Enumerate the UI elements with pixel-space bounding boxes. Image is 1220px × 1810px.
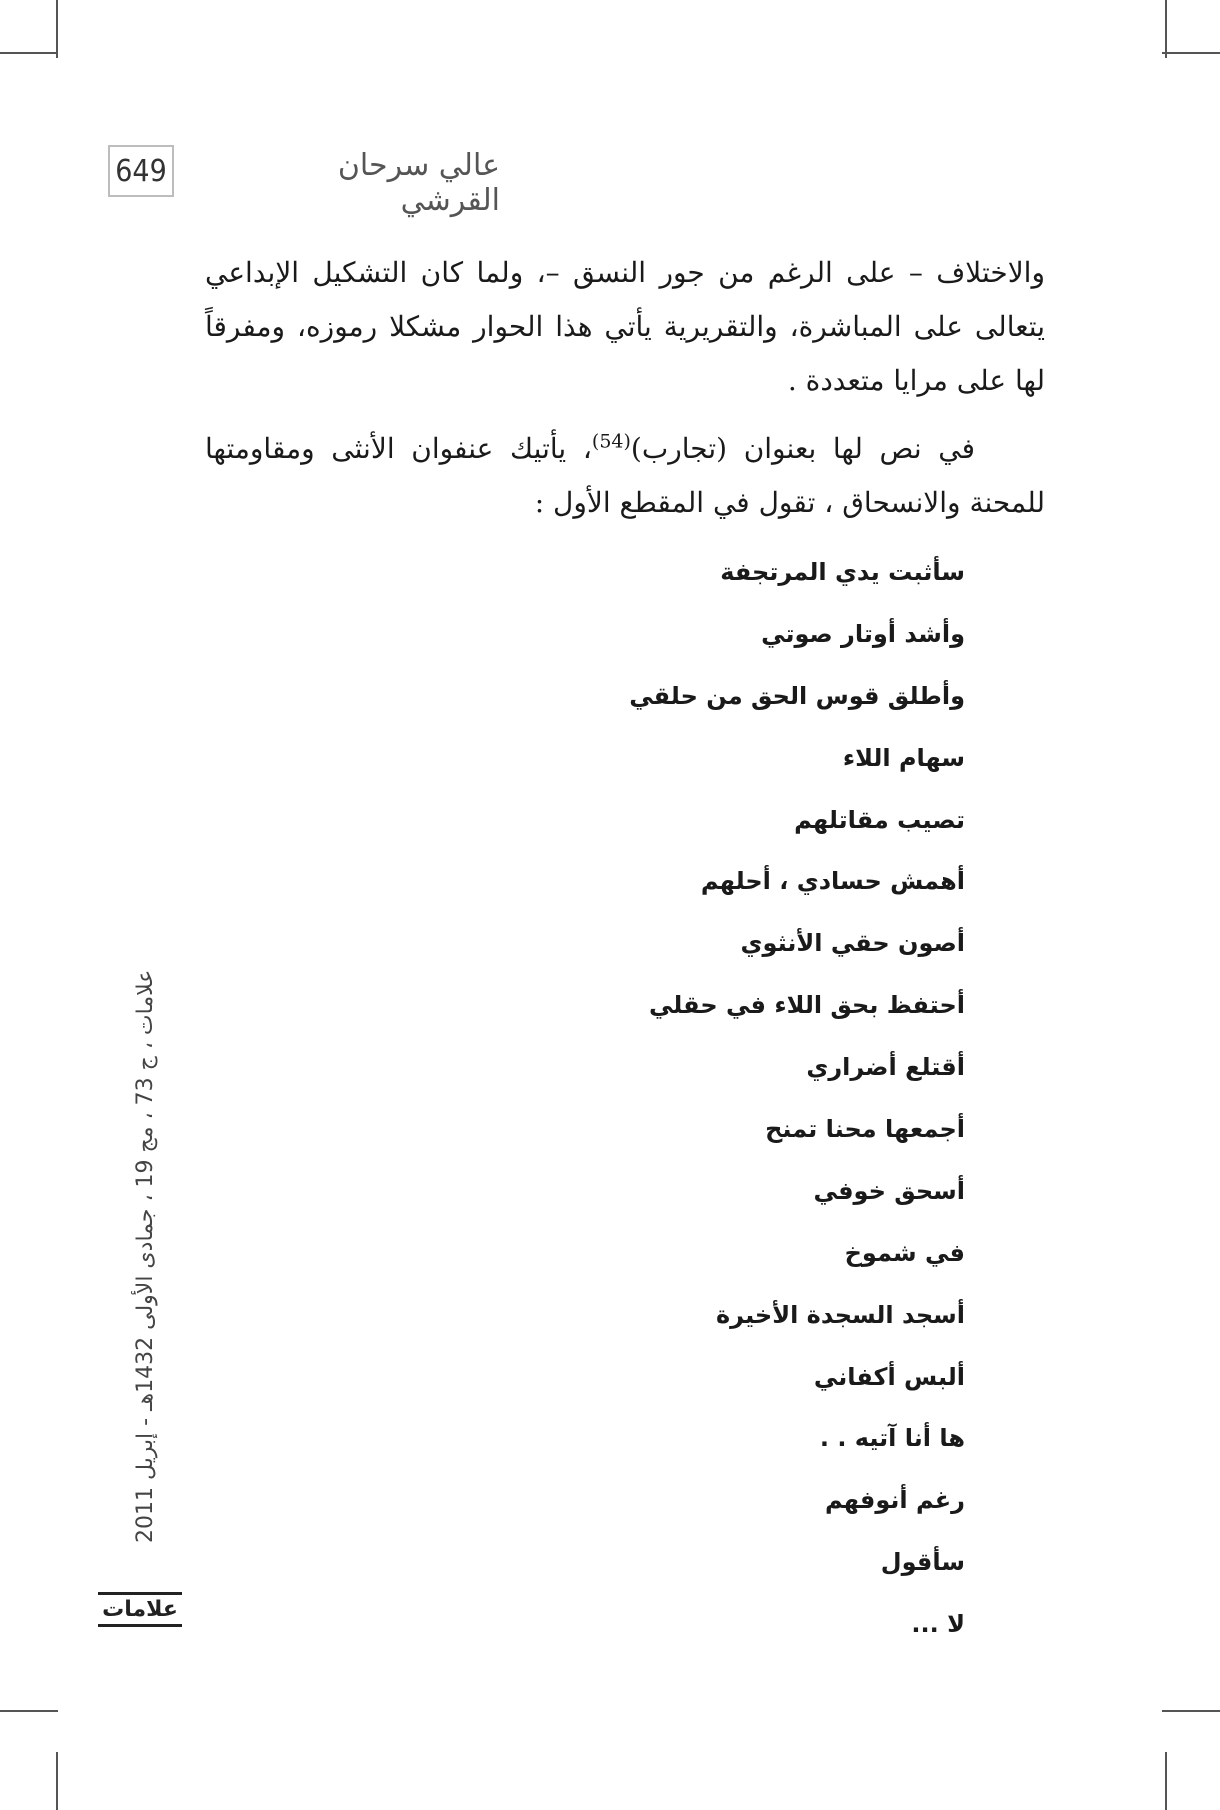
poem-line: وأطلق قوس الحق من حلقي [629, 681, 965, 710]
poem-line: سهام اللاء [842, 743, 965, 772]
journal-logo: علامات [98, 1592, 182, 1627]
poem [585, 552, 965, 1666]
crop-mark [1165, 0, 1167, 58]
crop-mark [56, 0, 58, 58]
journal-info [118, 963, 158, 1543]
poem-line: أجمعها محنا تمنح [765, 1115, 965, 1144]
poem-line: أصون حقي الأنثوي [740, 929, 965, 958]
page-number: 649 [108, 145, 174, 197]
poem-line: أحتفظ بحق اللاء في حقلي [648, 991, 965, 1020]
poem-line: أسحق خوفي [813, 1176, 965, 1205]
poem-line: في شموخ [844, 1238, 965, 1267]
paragraph-text: ، يأتيك عنفوان الأنثى ومقاومتها للمحنة والانسحاق ، تقول في المقطع الأول : [205, 432, 1045, 519]
poem-line: تصيب مقاتلهم [794, 805, 965, 834]
paragraph-text: في نص لها بعنوان (تجارب) [630, 432, 975, 465]
poem-line: أقتلع أضراري [806, 1053, 965, 1082]
crop-mark [1165, 1752, 1167, 1810]
poem-line: سأثبت يدي المرتجفة [720, 558, 965, 586]
poem-line: ألبس أكفاني [813, 1362, 965, 1391]
crop-mark [1162, 52, 1220, 54]
crop-mark [0, 1710, 58, 1712]
body-text [205, 246, 1045, 530]
poem-line: أسجد السجدة الأخيرة [716, 1300, 965, 1329]
journal-info-text: علامات ، ج 73 ، مج 19 ، جمادى الأولى 1432هـ - إبريل 2011 [133, 969, 158, 1543]
poem-line: ها أنا آتيه . . [819, 1424, 965, 1453]
poem-line: وأشد أوتار صوتي [761, 619, 965, 648]
crop-mark [0, 52, 58, 54]
footnote-ref: (54) [591, 430, 631, 453]
running-header-author: عالي سرحان القرشي [337, 148, 500, 218]
paragraph [205, 422, 1045, 530]
crop-mark [56, 1752, 58, 1810]
poem-line: سأقول [880, 1548, 965, 1577]
poem-line: رغم أنوفهم [824, 1486, 965, 1515]
crop-mark [1162, 1710, 1220, 1712]
poem-line: أهمش حسادي ، أحلهم [700, 867, 965, 896]
poem-line: لا ... [911, 1610, 965, 1639]
paragraph: والاختلاف – على الرغم من جور النسق –، ولما كان التشكيل الإبداعي يتعالى على المباشرة، والتقريرية يأتي هذا الحوار مشكلا رموزه، ومفرقاً لها على مرايا متعددة . [205, 256, 1045, 397]
